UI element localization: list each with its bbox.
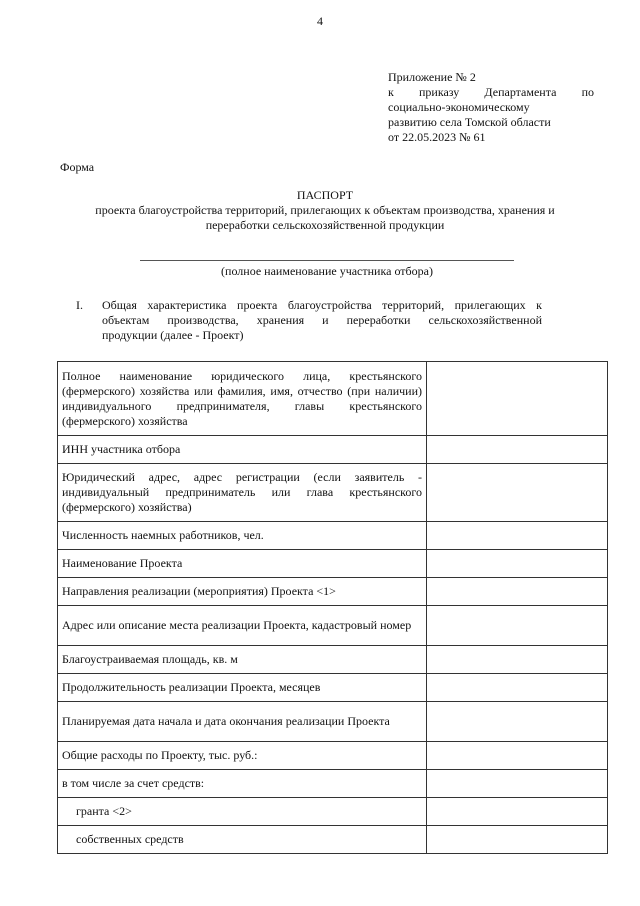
title-heading: ПАСПОРТ: [296, 188, 354, 202]
row-value[interactable]: [427, 826, 608, 854]
row-value[interactable]: [427, 674, 608, 702]
page-number: 4: [317, 14, 323, 28]
row-value[interactable]: [427, 606, 608, 646]
section-line: Общая характеристика проекта благоустройства территорий, прилегающих к: [102, 298, 542, 312]
row-label: гранта <2>: [58, 798, 427, 826]
appendix-line: социально-экономическому: [388, 100, 530, 114]
table-row: [58, 674, 608, 702]
table-row: [58, 464, 608, 522]
table-row: [58, 522, 608, 550]
row-label: Планируемая дата начала и дата окончания реализации Проекта: [58, 702, 427, 742]
row-label: Наименование Проекта: [58, 550, 427, 578]
row-value[interactable]: [427, 464, 608, 522]
row-label: Юридический адрес, адрес регистрации (если заявитель - индивидуальный предприниматель или глава крестьянского (фермерского) хозяйства): [58, 464, 427, 522]
section-number: I.: [76, 298, 83, 312]
row-label: в том числе за счет средств:: [58, 770, 427, 798]
row-value[interactable]: [427, 770, 608, 798]
row-label: Продолжительность реализации Проекта, месяцев: [58, 674, 427, 702]
row-label: собственных средств: [58, 826, 427, 854]
row-value[interactable]: [427, 550, 608, 578]
row-value[interactable]: [427, 362, 608, 436]
table-row: [58, 826, 608, 854]
table-row: [58, 362, 608, 436]
table-row: [58, 646, 608, 674]
table-row: [58, 770, 608, 798]
table-row: [58, 578, 608, 606]
form-label: Форма: [60, 160, 95, 174]
document-title: [60, 188, 590, 233]
section-text: [102, 298, 542, 343]
appendix-line: от 22.05.2023 № 61: [388, 130, 486, 144]
row-value[interactable]: [427, 646, 608, 674]
appendix-line: Приложение № 2: [388, 70, 476, 84]
participant-caption: (полное наименование участника отбора): [221, 264, 433, 278]
passport-table: [57, 361, 608, 854]
appendix-word: Департамента: [484, 85, 557, 99]
row-label: Направления реализации (мероприятия) Проекта <1>: [58, 578, 427, 606]
section-line: продукции (далее - Проект): [102, 328, 244, 342]
row-label: Полное наименование юридического лица, крестьянского (фермерского) хозяйства или фамилия, имя, отчество (при наличии) индивидуального предпринимателя, главы крестьянского (фермерского) хозяйства: [58, 362, 427, 436]
appendix-block: [388, 70, 594, 145]
appendix-line: [388, 85, 594, 100]
row-label: ИНН участника отбора: [58, 436, 427, 464]
title-line: проекта благоустройства территорий, прилегающих к объектам производства, хранения и: [95, 203, 555, 217]
row-label: Адрес или описание места реализации Проекта, кадастровый номер: [58, 606, 427, 646]
row-label: Общие расходы по Проекту, тыс. руб.:: [58, 742, 427, 770]
participant-name-line: [140, 260, 514, 261]
section-line: объектам производства, хранения и переработки сельскохозяйственной: [102, 313, 542, 327]
appendix-line: развитию села Томской области: [388, 115, 551, 129]
table-row: [58, 798, 608, 826]
row-label: Благоустраиваемая площадь, кв. м: [58, 646, 427, 674]
title-line: переработки сельскохозяйственной продукции: [205, 218, 445, 232]
appendix-word: приказу: [418, 85, 460, 99]
table-row: [58, 606, 608, 646]
row-value[interactable]: [427, 702, 608, 742]
row-value[interactable]: [427, 436, 608, 464]
row-value[interactable]: [427, 798, 608, 826]
appendix-word: к: [388, 85, 394, 99]
row-value[interactable]: [427, 742, 608, 770]
row-label: Численность наемных работников, чел.: [58, 522, 427, 550]
table-row: [58, 550, 608, 578]
appendix-word: по: [581, 85, 594, 99]
table-row: [58, 702, 608, 742]
row-value[interactable]: [427, 578, 608, 606]
section-heading: [76, 298, 542, 343]
table-row: [58, 436, 608, 464]
row-value[interactable]: [427, 522, 608, 550]
table-row: [58, 742, 608, 770]
